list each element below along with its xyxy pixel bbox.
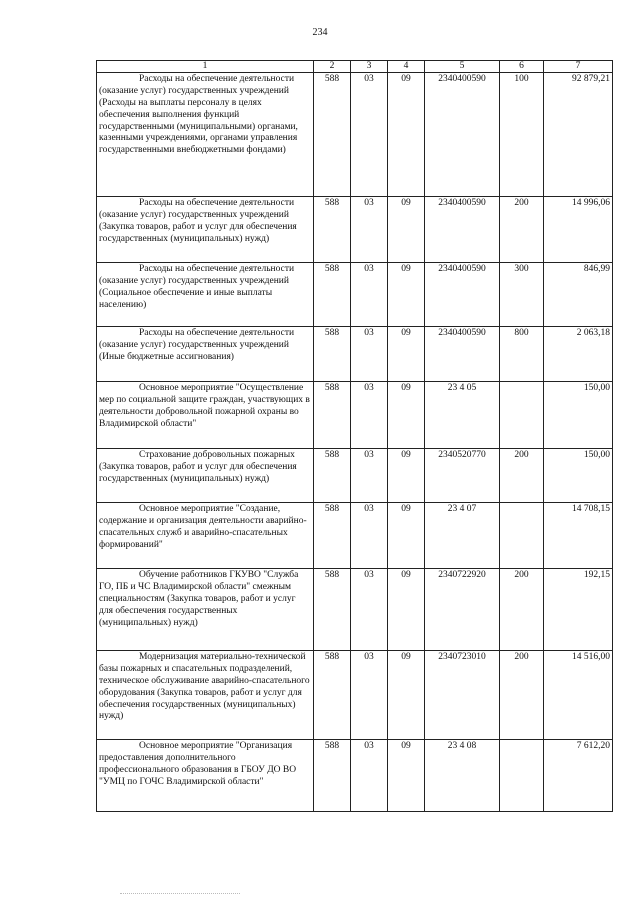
cell-amount: 150,00 xyxy=(544,449,613,503)
cell-section: 03 xyxy=(351,740,388,812)
cell-admin-code: 588 xyxy=(314,503,351,569)
table-row xyxy=(97,263,613,327)
cell-section: 03 xyxy=(351,263,388,327)
row-description: Расходы на обеспечение деятельности (оказание услуг) государственных учреждений (Расходы на выплаты персоналу в целях обеспечения выполнения функций государственными (муниципальными) органами, казенными учреждениями, органами управления государственными внебюджетными фондами) xyxy=(97,73,314,197)
table-row xyxy=(97,651,613,740)
cell-target-article: 2340722920 xyxy=(425,569,500,651)
header-col-6: 6 xyxy=(500,61,544,73)
page-number: 234 xyxy=(312,27,328,38)
cell-section: 03 xyxy=(351,449,388,503)
cell-admin-code: 588 xyxy=(314,651,351,740)
cell-section: 03 xyxy=(351,503,388,569)
cell-subsection: 09 xyxy=(388,449,425,503)
cell-subsection: 09 xyxy=(388,263,425,327)
cell-subsection: 09 xyxy=(388,651,425,740)
cell-expense-type: 200 xyxy=(500,197,544,263)
row-description: Расходы на обеспечение деятельности (оказание услуг) государственных учреждений (Закупка товаров, работ и услуг для обеспечения государственных (муниципальных) нужд) xyxy=(97,197,314,263)
cell-amount: 92 879,21 xyxy=(544,73,613,197)
cell-admin-code: 588 xyxy=(314,569,351,651)
header-col-2: 2 xyxy=(314,61,351,73)
header-col-3: 3 xyxy=(351,61,388,73)
cell-amount: 14 516,00 xyxy=(544,651,613,740)
header-col-7: 7 xyxy=(544,61,613,73)
scan-artifact-line xyxy=(120,893,240,894)
row-description: Основное мероприятие "Организация предоставления дополнительного профессионального образования в ГБОУ ДО ВО "УМЦ по ГОЧС Владимирской области" xyxy=(97,740,314,812)
row-description: Основное мероприятие "Создание, содержание и организация деятельности аварийно-спасательных служб и аварийно-спасательных формирований" xyxy=(97,503,314,569)
cell-target-article: 2340400590 xyxy=(425,73,500,197)
cell-admin-code: 588 xyxy=(314,327,351,382)
header-row xyxy=(97,61,613,73)
cell-section: 03 xyxy=(351,382,388,449)
cell-section: 03 xyxy=(351,327,388,382)
table-row xyxy=(97,73,613,197)
header-col-4: 4 xyxy=(388,61,425,73)
cell-expense-type: 200 xyxy=(500,449,544,503)
cell-expense-type: 800 xyxy=(500,327,544,382)
cell-target-article: 23 4 05 xyxy=(425,382,500,449)
table-row xyxy=(97,197,613,263)
cell-target-article: 2340400590 xyxy=(425,327,500,382)
cell-admin-code: 588 xyxy=(314,449,351,503)
cell-subsection: 09 xyxy=(388,197,425,263)
table-row xyxy=(97,449,613,503)
budget-table xyxy=(96,60,613,812)
cell-admin-code: 588 xyxy=(314,740,351,812)
cell-admin-code: 588 xyxy=(314,263,351,327)
table-row xyxy=(97,740,613,812)
cell-target-article: 2340400590 xyxy=(425,197,500,263)
cell-amount: 14 708,15 xyxy=(544,503,613,569)
cell-expense-type: 300 xyxy=(500,263,544,327)
cell-subsection: 09 xyxy=(388,740,425,812)
cell-amount: 846,99 xyxy=(544,263,613,327)
cell-target-article: 23 4 07 xyxy=(425,503,500,569)
cell-expense-type: 100 xyxy=(500,73,544,197)
cell-section: 03 xyxy=(351,197,388,263)
row-description: Расходы на обеспечение деятельности (оказание услуг) государственных учреждений (Социальное обеспечение и иные выплаты населению) xyxy=(97,263,314,327)
row-description: Модернизация материально-технической базы пожарных и спасательных подразделений, техническое обслуживание аварийно-спасательного оборудования (Закупка товаров, работ и услуг для обеспечения государственных (муниципальных) нужд) xyxy=(97,651,314,740)
header-col-1: 1 xyxy=(97,61,314,73)
table-row xyxy=(97,503,613,569)
cell-amount: 14 996,06 xyxy=(544,197,613,263)
cell-expense-type: 200 xyxy=(500,569,544,651)
cell-subsection: 09 xyxy=(388,382,425,449)
header-col-5: 5 xyxy=(425,61,500,73)
row-description: Расходы на обеспечение деятельности (оказание услуг) государственных учреждений (Иные бюджетные ассигнования) xyxy=(97,327,314,382)
cell-subsection: 09 xyxy=(388,73,425,197)
cell-subsection: 09 xyxy=(388,569,425,651)
row-description: Обучение работников ГКУВО "Служба ГО, ПБ и ЧС Владимирской области" смежным специальностям (Закупка товаров, работ и услуг для обеспечения государственных (муниципальных) нужд) xyxy=(97,569,314,651)
cell-expense-type xyxy=(500,503,544,569)
cell-amount: 7 612,20 xyxy=(544,740,613,812)
row-description: Основное мероприятие "Осуществление мер по социальной защите граждан, участвующих в деятельности добровольной пожарной охраны во Владимирской области" xyxy=(97,382,314,449)
cell-amount: 150,00 xyxy=(544,382,613,449)
cell-section: 03 xyxy=(351,73,388,197)
cell-admin-code: 588 xyxy=(314,197,351,263)
cell-expense-type: 200 xyxy=(500,651,544,740)
cell-target-article: 2340520770 xyxy=(425,449,500,503)
cell-subsection: 09 xyxy=(388,327,425,382)
cell-admin-code: 588 xyxy=(314,382,351,449)
cell-admin-code: 588 xyxy=(314,73,351,197)
cell-section: 03 xyxy=(351,651,388,740)
cell-target-article: 2340400590 xyxy=(425,263,500,327)
cell-expense-type xyxy=(500,382,544,449)
cell-amount: 2 063,18 xyxy=(544,327,613,382)
cell-target-article: 2340723010 xyxy=(425,651,500,740)
row-description: Страхование добровольных пожарных (Закупка товаров, работ и услуг для обеспечения государственных (муниципальных) нужд) xyxy=(97,449,314,503)
table-row xyxy=(97,327,613,382)
table-row xyxy=(97,382,613,449)
cell-section: 03 xyxy=(351,569,388,651)
cell-expense-type xyxy=(500,740,544,812)
cell-target-article: 23 4 08 xyxy=(425,740,500,812)
cell-amount: 192,15 xyxy=(544,569,613,651)
cell-subsection: 09 xyxy=(388,503,425,569)
table-row xyxy=(97,569,613,651)
